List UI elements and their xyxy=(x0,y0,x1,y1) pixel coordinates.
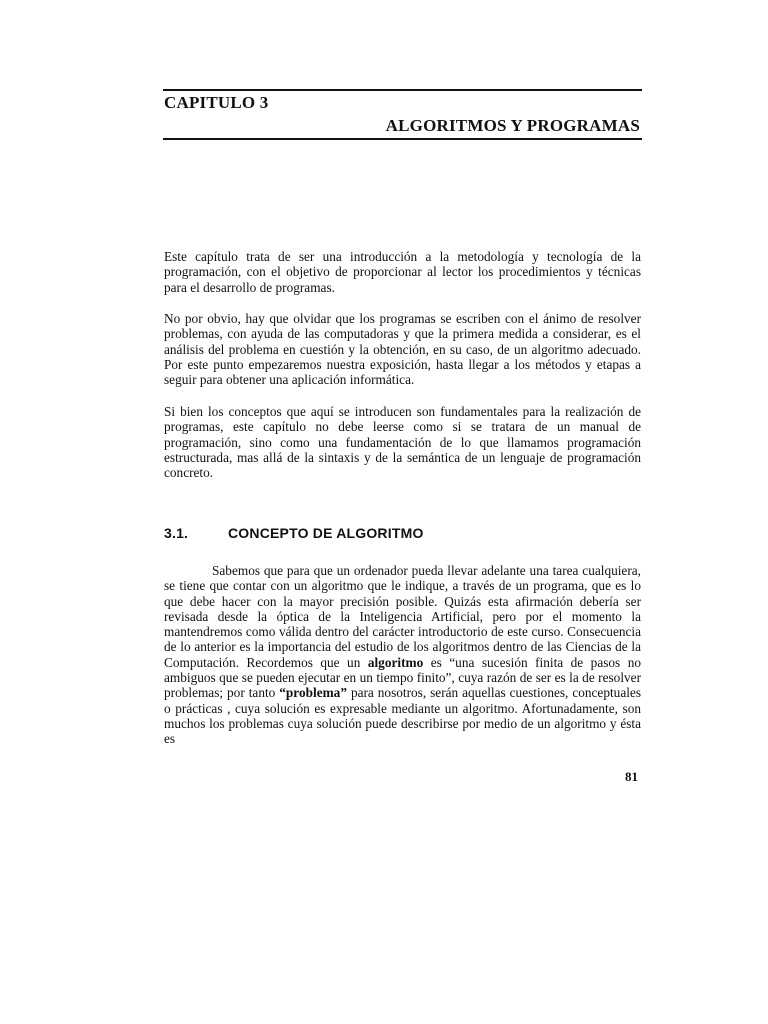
section-paragraph xyxy=(164,563,641,747)
term-algoritmo: algoritmo xyxy=(367,654,424,670)
header-bottom-rule xyxy=(163,138,642,140)
page-number: 81 xyxy=(625,769,638,784)
paragraph-part-2: es “una sucesión finita de pasos no ambiguos que se pueden ejecutar en un tiempo finito”, cuya razón de ser es la de resolver problemas; por tanto xyxy=(164,654,641,701)
intro-paragraph-1 xyxy=(164,249,641,295)
paragraph-text: Si bien los conceptos que aquí se introducen son fundamentales para la realización de programas, este capítulo no debe leerse como si se tratara de un manual de programación, sino como una fundamentación de lo que llamamos programación estructurada, mas allá de la sintaxis y de la semántica de un lenguaje de programación concreto. xyxy=(164,404,641,481)
intro-paragraph-3 xyxy=(164,404,641,480)
header-top-rule xyxy=(163,89,642,91)
term-problema: “problema” xyxy=(279,685,347,701)
paragraph-part-3: para nosotros, serán aquellas cuestiones, conceptuales o prácticas , cuya solución es expresable mediante un algoritmo. Afortunadamente, son muchos los problemas cuya solución puede describirse por medio de un algoritmo y ésta es xyxy=(164,685,641,747)
section-heading xyxy=(164,525,424,541)
intro-paragraph-2 xyxy=(164,311,641,387)
paragraph-part-1: Sabemos que para que un ordenador pueda llevar adelante una tarea cualquiera, se tiene que contar con un algoritmo que le indique, a través de un programa, que es lo que debe hacer con la mayor precisión posible. Quizás esta afirmación debería ser revisada desde la óptica de la Inteligencia Artificial, pero por el momento la mantendremos como válida dentro del carácter introductorio de este curso. Consecuencia de lo anterior es la importancia del estudio de los algoritmos dentro de las Ciencias de la Computación. Recordemos que un xyxy=(164,563,641,670)
section-number: 3.1. xyxy=(164,525,189,541)
chapter-title: ALGORITMOS Y PROGRAMAS xyxy=(385,116,640,135)
paragraph-text: Este capítulo trata de ser una introducción a la metodología y tecnología de la programación, con el objetivo de proporcionar al lector los procedimientos y técnicas para el desarrollo de programas. xyxy=(164,249,641,295)
paragraph-text xyxy=(164,563,641,747)
paragraph-text: No por obvio, hay que olvidar que los programas se escriben con el ánimo de resolver problemas, con ayuda de las computadoras y que la primera medida a considerar, es el análisis del problema en cuestión y la obtención, en su caso, de un algoritmo adecuado. Por este punto empezaremos nuestra exposición, hasta llegar a los métodos y etapas a seguir para obtener una aplicación informática. xyxy=(164,311,641,388)
chapter-label: CAPITULO 3 xyxy=(164,93,269,112)
section-title: CONCEPTO DE ALGORITMO xyxy=(228,525,424,541)
